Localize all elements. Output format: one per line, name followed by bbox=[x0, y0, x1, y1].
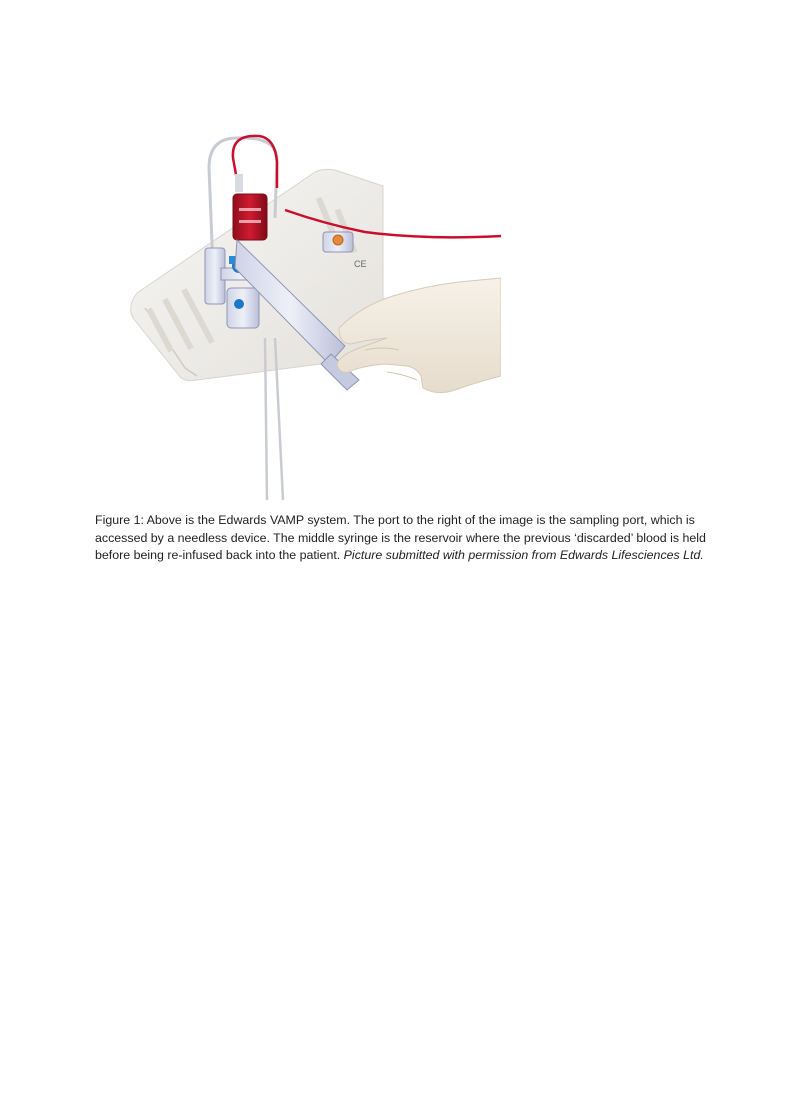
sampling-port bbox=[323, 232, 353, 252]
caption-text: Figure 1: Above is the Edwards VAMP system. The port to the right of the image is the sampling port, which is accessed by a needless device. The middle syringe is the reservoir where the previous ‘discarded’ blood is held before being re-infused back into the patient. bbox=[95, 513, 706, 563]
caption-credit: Picture submitted with permission from Edwards Lifesciences Ltd. bbox=[343, 548, 704, 563]
figure-caption bbox=[95, 512, 715, 565]
vamp-system-photo bbox=[125, 128, 501, 500]
ce-mark: CE bbox=[354, 259, 367, 269]
vamp-system-figure bbox=[125, 128, 501, 500]
